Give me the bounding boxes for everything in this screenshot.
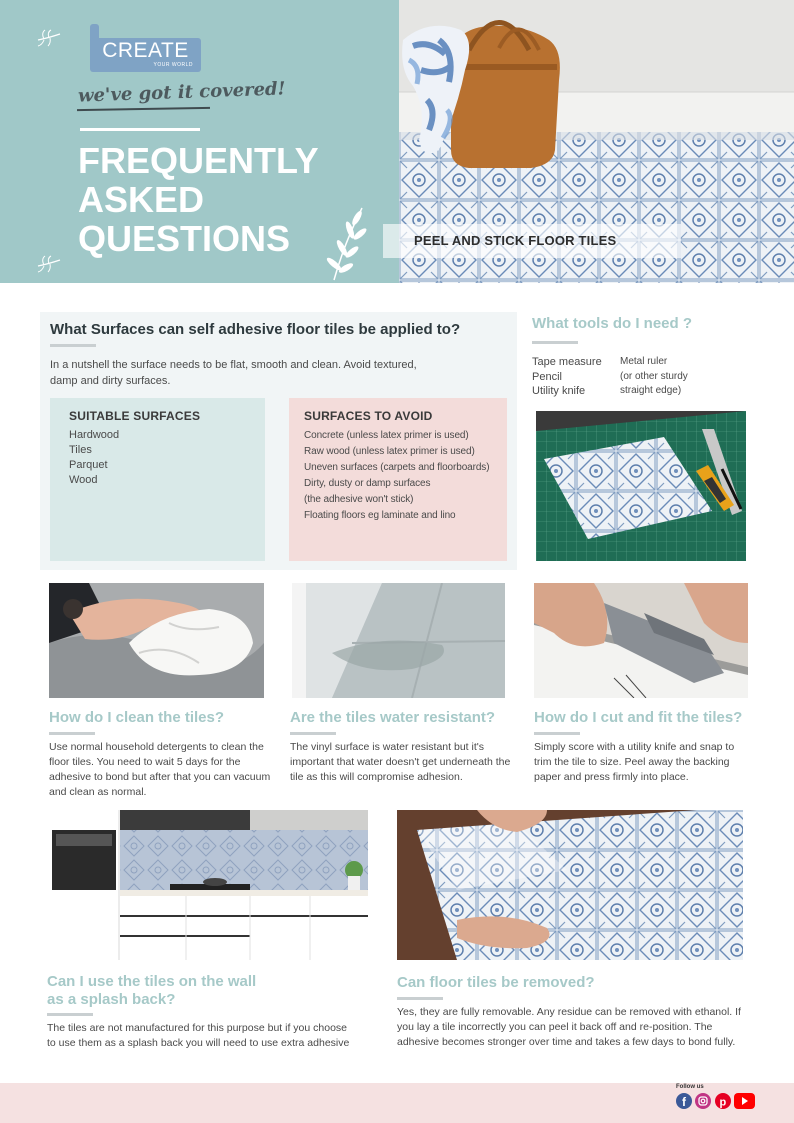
removal-photo bbox=[397, 810, 743, 960]
clean-question: How do I clean the tiles? bbox=[49, 709, 225, 726]
footer-band bbox=[0, 1083, 794, 1123]
list-item: Utility knife bbox=[532, 385, 586, 397]
remove-answer: Yes, they are fully removable. Any residue can be removed with ethanol. If you lay a tile incorrectly you can peel it back off and re-position. The adhesive becomes stronger over time and takes a few days to bond fully. bbox=[397, 1006, 741, 1048]
section-rule bbox=[532, 341, 578, 344]
list-item: (the adhesive won't stick) bbox=[304, 494, 414, 505]
section-rule bbox=[534, 732, 580, 735]
water-answer: The vinyl surface is water resistant but it's important that water doesn't get underneath the tile as this will compromise adhesion. bbox=[290, 741, 511, 783]
facebook-icon[interactable] bbox=[676, 1093, 692, 1109]
cleaning-photo bbox=[49, 583, 264, 698]
brand-tagline: we've got it covered! bbox=[77, 78, 286, 107]
list-item: Hardwood bbox=[69, 429, 120, 441]
pinterest-icon[interactable] bbox=[715, 1093, 731, 1109]
list-item: Tiles bbox=[69, 444, 92, 456]
brand-logo[interactable] bbox=[90, 24, 201, 72]
wall-question-line: Can I use the tiles on the wall bbox=[47, 973, 257, 990]
cut-answer: Simply score with a utility knife and snap to trim the tile to size. Peel away the backing paper and press firmly into place. bbox=[534, 741, 735, 783]
list-item: Metal ruler bbox=[620, 356, 668, 367]
avoid-heading: SURFACES TO AVOID bbox=[304, 409, 433, 423]
water-question: Are the tiles water resistant? bbox=[290, 709, 496, 726]
tools-list-primary bbox=[532, 355, 602, 399]
page-title-line: ASKED bbox=[78, 179, 205, 220]
kitchen-photo bbox=[50, 810, 368, 960]
section-rule bbox=[397, 997, 443, 1000]
cut-question: How do I cut and fit the tiles? bbox=[534, 709, 743, 726]
surfaces-question: What Surfaces can self adhesive floor tiles be applied to? bbox=[50, 321, 461, 338]
clean-answer: Use normal household detergents to clean the floor tiles. You need to wait 5 days for the adhesive to bond but after that you can vacuum and clean as normal. bbox=[49, 741, 271, 798]
list-item: Parquet bbox=[69, 459, 108, 471]
surfaces-intro: In a nutshell the surface needs to be flat, smooth and clean. Avoid textured, damp and dirty surfaces. bbox=[50, 359, 417, 387]
list-item: Dirty, dusty or damp surfaces bbox=[304, 478, 431, 489]
list-item: Raw wood (unless latex primer is used) bbox=[304, 446, 475, 457]
suitable-list bbox=[69, 428, 119, 488]
logo-subname: YOUR WORLD bbox=[153, 62, 193, 68]
section-rule bbox=[50, 344, 96, 347]
follow-us-label: Follow us bbox=[676, 1084, 704, 1090]
page-title-line: FREQUENTLY bbox=[78, 140, 319, 181]
list-item: Floating floors eg laminate and lino bbox=[304, 510, 456, 521]
hero-banner-text: PEEL AND STICK FLOOR TILES bbox=[414, 233, 617, 248]
tagline-underline bbox=[77, 107, 210, 111]
suitable-surfaces-box bbox=[50, 398, 265, 561]
sprig-icon bbox=[36, 254, 62, 274]
header-panel bbox=[0, 0, 399, 283]
tools-list-secondary bbox=[620, 355, 688, 399]
title-accent-bar bbox=[80, 128, 200, 131]
sprig-icon bbox=[36, 28, 62, 48]
tools-photo bbox=[536, 411, 746, 561]
section-rule bbox=[290, 732, 336, 735]
svg-text:f: f bbox=[682, 1095, 686, 1109]
wall-answer: The tiles are not manufactured for this purpose but if you choose to use them as a splash back you will need to use extra adhesive bbox=[47, 1022, 350, 1049]
wall-question-line: as a splash back? bbox=[47, 991, 176, 1008]
logo-name: CREATE bbox=[102, 39, 189, 62]
list-item: straight edge) bbox=[620, 385, 682, 396]
list-item: Pencil bbox=[532, 370, 562, 383]
section-rule bbox=[49, 732, 95, 735]
list-item: Tape measure bbox=[532, 356, 602, 368]
avoid-surfaces-box bbox=[289, 398, 507, 561]
water-photo bbox=[292, 583, 505, 698]
youtube-icon[interactable] bbox=[734, 1093, 755, 1109]
list-item: (or other sturdy bbox=[620, 370, 688, 382]
avoid-list bbox=[304, 428, 489, 524]
remove-question: Can floor tiles be removed? bbox=[397, 974, 595, 991]
page-title bbox=[78, 141, 378, 258]
instagram-icon[interactable] bbox=[695, 1093, 711, 1109]
list-item: Wood bbox=[69, 474, 98, 486]
wall-question bbox=[47, 973, 347, 1009]
section-rule bbox=[47, 1013, 93, 1016]
tools-question: What tools do I need ? bbox=[532, 315, 692, 332]
suitable-heading: SUITABLE SURFACES bbox=[69, 409, 201, 423]
list-item: Uneven surfaces (carpets and floorboards) bbox=[304, 462, 490, 473]
svg-text:p: p bbox=[719, 1096, 727, 1109]
page-title-line: QUESTIONS bbox=[78, 218, 291, 259]
list-item: Concrete (unless latex primer is used) bbox=[304, 430, 469, 441]
cutting-photo bbox=[534, 583, 748, 698]
